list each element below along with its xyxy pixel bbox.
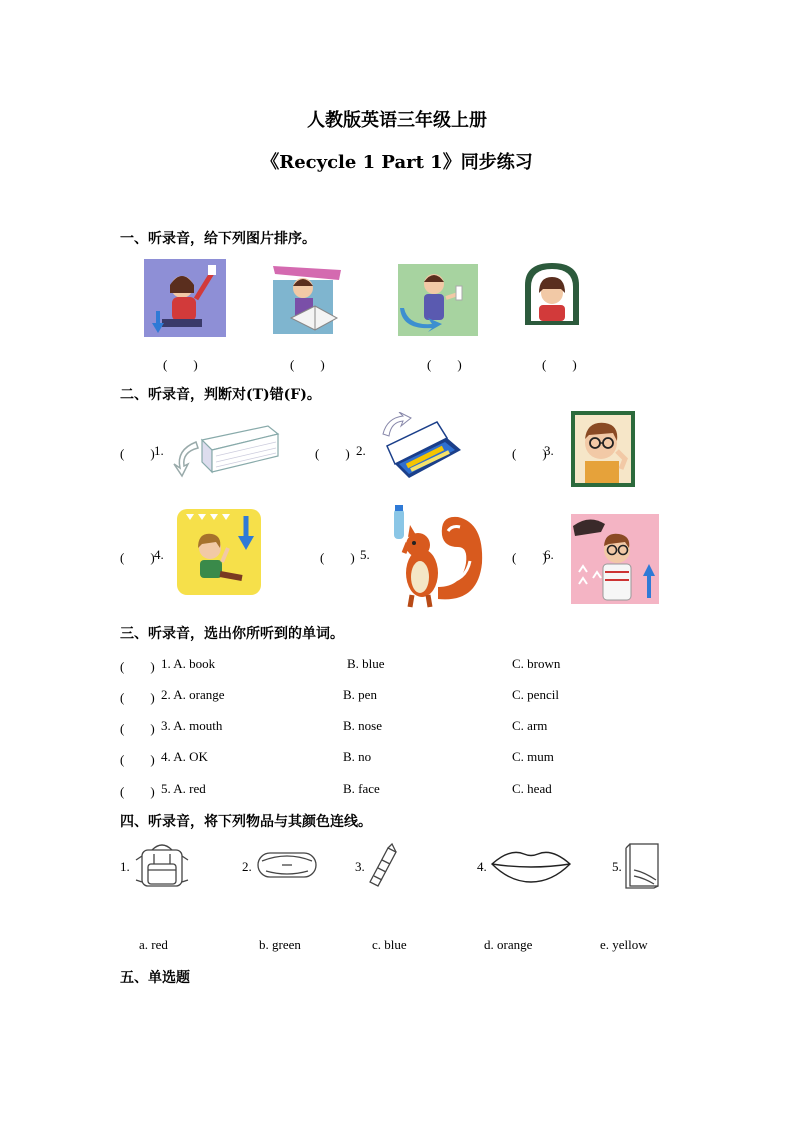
option-b: B. pen xyxy=(343,687,377,702)
item-number: 1. xyxy=(154,443,164,458)
answer-blank[interactable]: ( ) xyxy=(120,784,155,799)
answer-blank[interactable]: ( ) xyxy=(290,357,325,372)
answer-blank[interactable]: ( ) xyxy=(120,659,155,674)
page-title: 人教版英语三年级上册 xyxy=(307,110,487,131)
section-3-heading: 三、听录音，选出你所听到的单词。 xyxy=(120,626,344,642)
item-number: 2. xyxy=(356,443,366,458)
bag-icon xyxy=(132,840,192,890)
item-number: 6. xyxy=(544,547,554,562)
girl-sitting-down-icon xyxy=(176,508,262,596)
color-option: e. yellow xyxy=(600,937,648,952)
option-b: B. blue xyxy=(347,656,385,671)
option-c: C. head xyxy=(512,781,552,796)
answer-blank[interactable]: ( ) xyxy=(542,357,577,372)
option-a: 1. A. book xyxy=(161,656,216,671)
item-number: 3. xyxy=(355,859,365,874)
color-option: a. red xyxy=(139,937,168,952)
option-a: 2. A. orange xyxy=(161,687,225,702)
crayon-icon xyxy=(366,842,398,888)
pencil-case-icon xyxy=(254,845,320,883)
item-number: 5. xyxy=(612,859,622,874)
color-option: d. orange xyxy=(484,937,533,952)
item-number: 4. xyxy=(477,859,487,874)
option-a: 5. A. red xyxy=(161,781,206,796)
section-2-heading: 二、听录音，判断对(T)错(F)。 xyxy=(120,387,321,403)
option-c: C. arm xyxy=(512,718,548,733)
boy-with-glasses-icon xyxy=(571,411,635,487)
item-number: 1. xyxy=(120,859,130,874)
book-icon xyxy=(624,840,662,890)
pencil-box-icon xyxy=(377,412,465,484)
item-number: 4. xyxy=(154,547,164,562)
answer-blank[interactable]: ( ) xyxy=(120,721,155,736)
section-1-heading: 一、听录音，给下列图片排序。 xyxy=(120,231,316,247)
color-option: b. green xyxy=(259,937,301,952)
answer-blank[interactable]: ( ) xyxy=(427,357,462,372)
answer-blank[interactable]: ( ) xyxy=(512,446,547,461)
girl-pointing-down-icon xyxy=(144,259,226,337)
answer-blank[interactable]: ( ) xyxy=(320,550,355,565)
section-4-heading: 四、听录音，将下列物品与其颜色连线。 xyxy=(120,814,372,830)
item-number: 5. xyxy=(360,547,370,562)
boy-opening-book-icon xyxy=(269,262,345,338)
answer-blank[interactable]: ( ) xyxy=(120,752,155,767)
option-c: C. pencil xyxy=(512,687,559,702)
answer-blank[interactable]: ( ) xyxy=(315,446,350,461)
girl-in-window-icon xyxy=(521,259,583,327)
item-number: 2. xyxy=(242,859,252,874)
boy-turning-icon xyxy=(398,264,478,336)
book-icon xyxy=(172,420,280,478)
option-a: 3. A. mouth xyxy=(161,718,223,733)
option-b: B. face xyxy=(343,781,380,796)
answer-blank[interactable]: ( ) xyxy=(120,550,155,565)
answer-blank[interactable]: ( ) xyxy=(512,550,547,565)
section-5-heading: 五、单选题 xyxy=(120,970,190,986)
mouth-icon xyxy=(490,846,572,884)
answer-blank[interactable]: ( ) xyxy=(120,690,155,705)
squirrel-with-glue-icon xyxy=(382,503,488,611)
color-option: c. blue xyxy=(372,937,407,952)
boy-standing-up-icon xyxy=(571,514,659,604)
option-c: C. brown xyxy=(512,656,561,671)
option-c: C. mum xyxy=(512,749,554,764)
option-a: 4. A. OK xyxy=(161,749,208,764)
answer-blank[interactable]: ( ) xyxy=(163,357,198,372)
item-number: 3. xyxy=(544,443,554,458)
page-subtitle: 《Recycle 1 Part 1》同步练习 xyxy=(261,152,533,173)
option-b: B. no xyxy=(343,749,372,764)
answer-blank[interactable]: ( ) xyxy=(120,446,155,461)
option-b: B. nose xyxy=(343,718,382,733)
